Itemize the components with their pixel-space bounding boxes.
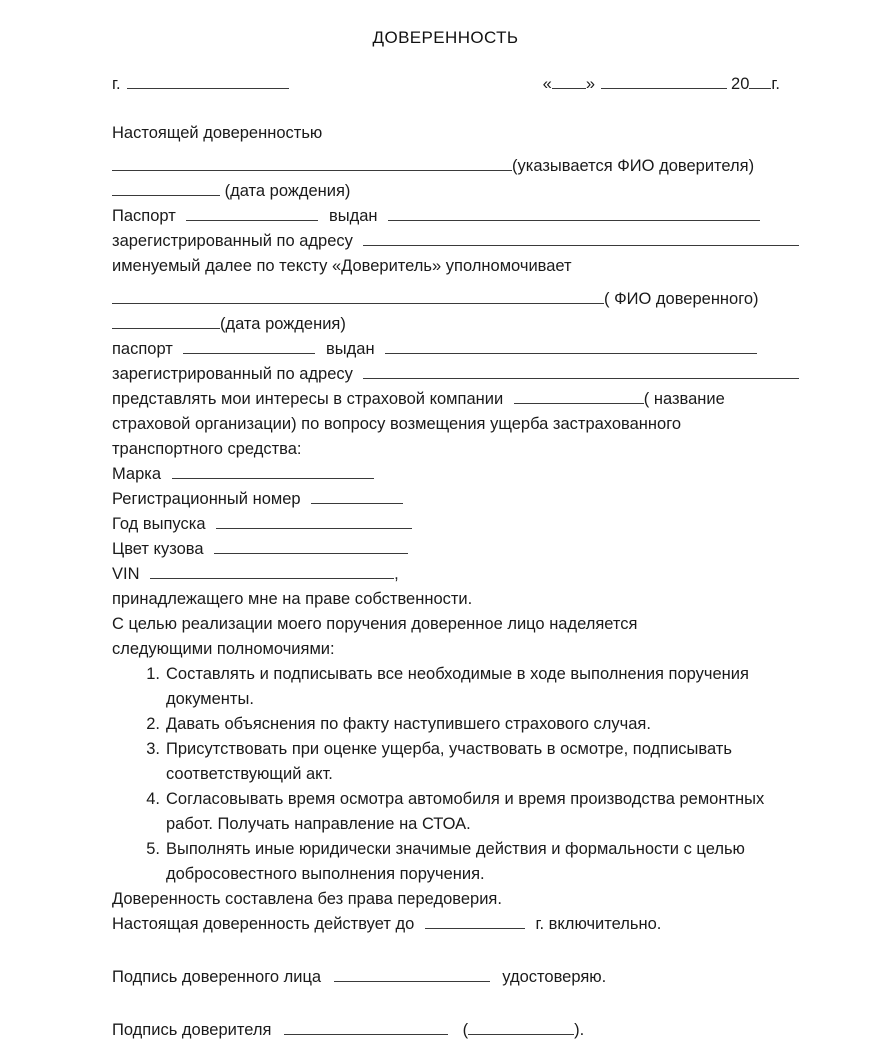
principal-address-row xyxy=(112,229,780,254)
list-item-number: 4. xyxy=(146,790,160,808)
powers-intro-line-2: следующими полномочиями: xyxy=(112,640,335,658)
no-substitution-line: Доверенность составлена без права передоверия. xyxy=(112,890,502,908)
attorney-name-hint: ( ФИО доверенного) xyxy=(604,290,759,308)
list-item-label: Составлять и подписывать все необходимые в ходе выполнения поручения документы. xyxy=(166,665,749,708)
date-open-quote: « xyxy=(542,75,552,93)
attorney-signature-label: Подпись доверенного лица xyxy=(112,968,322,986)
intro-line: Настоящей доверенностью xyxy=(112,124,323,142)
attorney-issued-label: выдан xyxy=(326,340,375,358)
insurer-hint-2-row: страховой организации) по вопросу возмещения ущерба застрахованного xyxy=(112,415,682,433)
vehicle-vin-row xyxy=(112,562,780,587)
vehicle-regnumber-blank[interactable] xyxy=(311,488,403,504)
attorney-passport-blank[interactable] xyxy=(183,338,315,354)
page-title: ДОВЕРЕННОСТЬ xyxy=(372,28,519,47)
vehicle-make-label: Марка xyxy=(112,465,162,483)
attorney-address-blank[interactable] xyxy=(363,363,799,379)
vehicle-year-row xyxy=(112,512,780,537)
list-item-label: Выполнять иные юридически значимые действия и формальности с целью добросовестного выполнения поручения. xyxy=(166,840,745,883)
principal-birth-blank[interactable] xyxy=(112,180,220,196)
list-item-label: Согласовывать время осмотра автомобиля и время производства ремонтных работ. Получать направление на СТОА. xyxy=(166,790,765,833)
powers-list xyxy=(112,662,780,887)
vehicle-vin-label: VIN xyxy=(112,565,140,583)
principal-issued-blank[interactable] xyxy=(388,205,760,221)
insurer-hint-1: ( название xyxy=(643,390,725,408)
list-item xyxy=(112,837,780,887)
attorney-address-row xyxy=(112,362,780,387)
vehicle-year-label: Год выпуска xyxy=(112,515,206,533)
validity-date-blank[interactable] xyxy=(425,913,525,929)
list-item xyxy=(112,662,780,712)
list-item xyxy=(112,712,780,737)
attorney-signature-suffix: удостоверяю. xyxy=(502,968,607,986)
principal-role-line: именуемый далее по тексту «Доверитель» уполномочивает xyxy=(112,257,572,275)
principal-passport-row xyxy=(112,204,780,229)
year-prefix: 20 xyxy=(731,75,750,93)
vehicle-regnumber-row xyxy=(112,487,780,512)
header-row xyxy=(112,72,780,97)
validity-suffix: г. включительно. xyxy=(535,915,662,933)
list-item-label: Присутствовать при оценке ущерба, участвовать в осмотре, подписывать соответствующий акт. xyxy=(166,740,732,783)
attorney-birth-hint: (дата рождения) xyxy=(220,315,346,333)
attorney-issued-blank[interactable] xyxy=(385,338,757,354)
list-item xyxy=(112,737,780,787)
principal-name-blank[interactable] xyxy=(112,155,512,171)
vehicle-color-label: Цвет кузова xyxy=(112,540,204,558)
date-field xyxy=(543,72,780,97)
principal-signature-label: Подпись доверителя xyxy=(112,1021,272,1039)
vehicle-year-blank[interactable] xyxy=(216,513,412,529)
principal-issued-label: выдан xyxy=(328,207,378,225)
day-blank[interactable] xyxy=(552,73,586,89)
list-item-number: 1. xyxy=(146,665,160,683)
year-suffix: г. xyxy=(771,75,780,93)
vehicle-color-row xyxy=(112,537,780,562)
attorney-birth-blank[interactable] xyxy=(112,313,220,329)
vehicle-regnumber-label: Регистрационный номер xyxy=(112,490,301,508)
insurer-blank[interactable] xyxy=(514,388,644,404)
attorney-signature-row xyxy=(112,965,780,990)
list-item-number: 5. xyxy=(146,840,160,858)
represent-label: представлять мои интересы в страховой компании xyxy=(112,390,504,408)
list-item-label: Давать объяснения по факту наступившего страхового случая. xyxy=(166,715,651,733)
list-item-number: 3. xyxy=(146,740,160,758)
year-blank[interactable] xyxy=(749,73,771,89)
document-body xyxy=(112,72,780,1043)
list-item-number: 2. xyxy=(146,715,160,733)
attorney-name-blank[interactable] xyxy=(112,288,604,304)
vehicle-color-blank[interactable] xyxy=(214,538,408,554)
date-close-quote: » xyxy=(585,75,596,93)
vehicle-vin-trailing: , xyxy=(394,565,399,583)
represent-row xyxy=(112,387,780,412)
attorney-birth-row xyxy=(112,312,780,337)
city-label: г. xyxy=(112,75,121,93)
principal-signature-row xyxy=(112,1018,780,1043)
attorney-signature-blank[interactable] xyxy=(334,966,490,982)
ownership-line: принадлежащего мне на праве собственности. xyxy=(112,590,473,608)
powers-intro-line-1: С целью реализации моего поручения доверенное лицо наделяется xyxy=(112,615,638,633)
attorney-passport-row xyxy=(112,337,780,362)
principal-signature-paren-open: ( xyxy=(462,1021,469,1039)
attorney-address-label: зарегистрированный по адресу xyxy=(112,365,353,383)
principal-birth-row xyxy=(112,179,780,204)
principal-name-decode-blank[interactable] xyxy=(468,1019,574,1035)
attorney-name-row xyxy=(112,287,780,312)
validity-row xyxy=(112,912,780,937)
list-item xyxy=(112,787,780,837)
principal-address-label: зарегистрированный по адресу xyxy=(112,232,353,250)
principal-passport-label: Паспорт xyxy=(112,207,176,225)
principal-name-hint: (указывается ФИО доверителя) xyxy=(512,157,755,175)
principal-address-blank[interactable] xyxy=(363,230,799,246)
principal-birth-hint: (дата рождения) xyxy=(224,182,351,200)
principal-passport-blank[interactable] xyxy=(186,205,318,221)
insurer-hint-3-row: транспортного средства: xyxy=(112,440,302,458)
city-field xyxy=(112,72,289,97)
month-blank[interactable] xyxy=(601,73,727,89)
city-blank[interactable] xyxy=(127,73,289,89)
vehicle-make-blank[interactable] xyxy=(172,463,374,479)
principal-name-row xyxy=(112,154,780,179)
attorney-passport-label: паспорт xyxy=(112,340,173,358)
vehicle-vin-blank[interactable] xyxy=(150,563,394,579)
vehicle-make-row xyxy=(112,462,780,487)
validity-prefix: Настоящая доверенность действует до xyxy=(112,915,415,933)
principal-signature-paren-close: ). xyxy=(574,1021,585,1039)
principal-signature-blank[interactable] xyxy=(284,1019,448,1035)
